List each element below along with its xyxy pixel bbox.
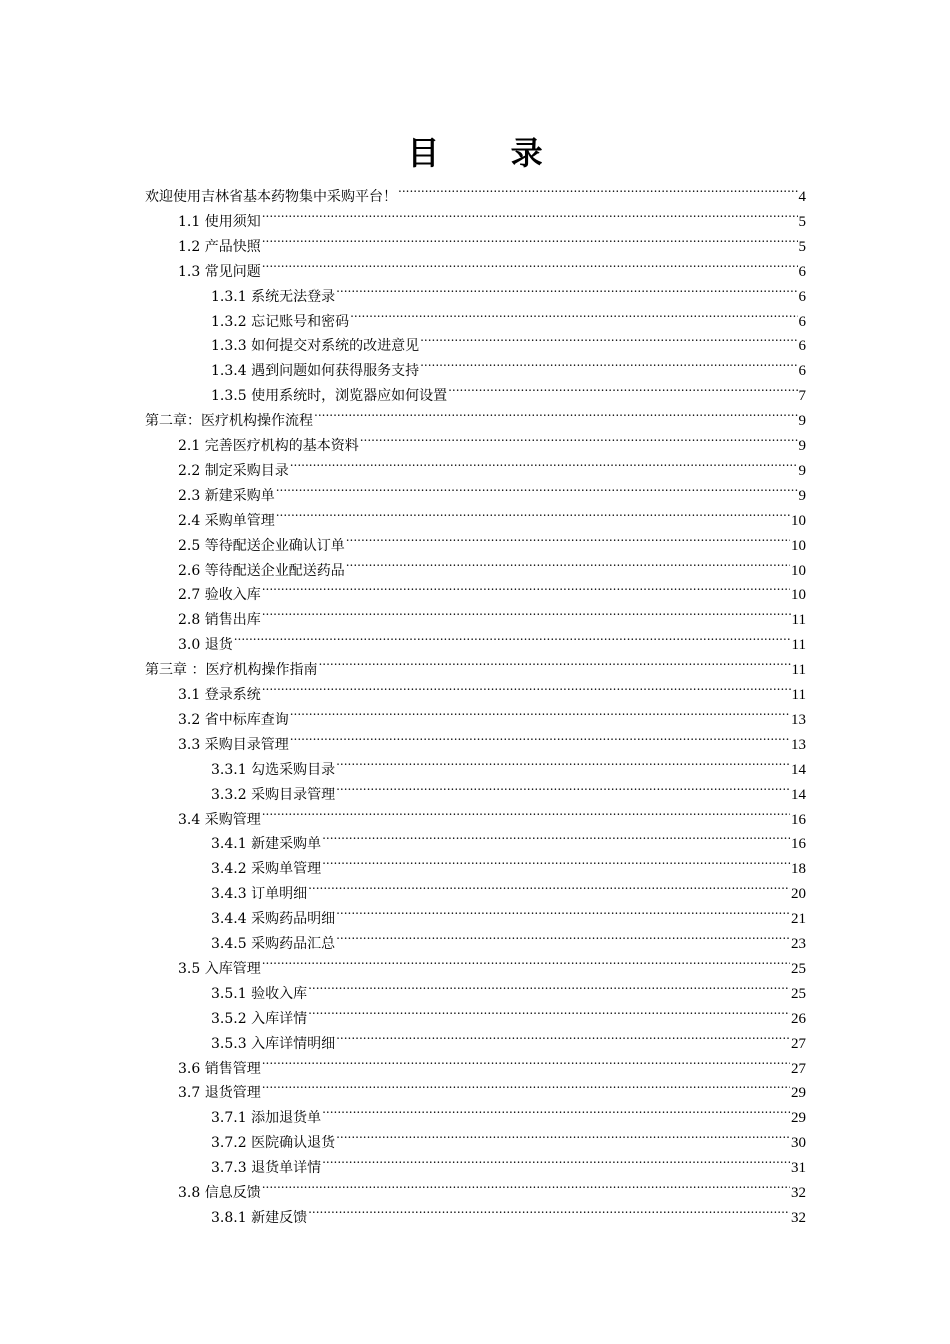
toc-entry-page-number: 6 (798, 313, 806, 330)
dot-leader (398, 176, 798, 201)
toc-entry-page-number: 9 (798, 487, 806, 504)
toc-entry[interactable] (211, 848, 806, 878)
toc-entry-page-number: 32 (791, 1209, 806, 1226)
toc-entry-page-number: 10 (791, 537, 806, 554)
toc-entry-label: 3.7 退货管理 (178, 1085, 261, 1102)
toc-entry-label: 3.4.5 采购药品汇总 (211, 936, 336, 952)
dot-leader (420, 350, 797, 375)
dot-leader (262, 251, 798, 276)
toc-entry-page-number: 4 (798, 189, 806, 205)
dot-leader (336, 1023, 790, 1048)
dot-leader (350, 301, 797, 326)
toc-entry-page-number: 10 (791, 512, 806, 529)
dot-leader (262, 674, 791, 699)
toc-entry-page-number: 6 (798, 363, 806, 380)
toc-entry[interactable] (211, 1197, 806, 1226)
toc-entry-label: 3.1 登录系统 (178, 687, 261, 703)
dot-leader (346, 550, 790, 575)
toc-entry-label: 1.1 使用须知 (178, 213, 261, 230)
toc-entry[interactable] (178, 226, 806, 255)
toc-entry[interactable] (211, 898, 806, 928)
dot-leader (322, 1097, 790, 1122)
toc-entry[interactable] (211, 873, 806, 903)
toc-entry-page-number: 13 (791, 711, 806, 728)
toc-entry-label: 3.0 退货 (178, 637, 233, 654)
toc-entry-page-number: 23 (791, 936, 806, 952)
dot-leader (262, 799, 790, 824)
toc-entry-label: 1.3 常见问题 (178, 263, 261, 280)
toc-entry[interactable] (145, 176, 806, 205)
toc-entry-label: 2.2 制定采购目录 (178, 462, 289, 479)
toc-entry[interactable] (211, 973, 806, 1002)
dot-leader (262, 574, 790, 599)
toc-entry-label: 3.4 采购管理 (178, 811, 261, 828)
toc-entry[interactable] (178, 500, 806, 529)
toc-entry-label: 2.7 验收入库 (178, 587, 261, 604)
dot-leader (262, 1048, 790, 1073)
toc-entry[interactable] (178, 599, 806, 629)
toc-entry[interactable] (178, 1072, 806, 1102)
toc-entry[interactable] (178, 425, 806, 454)
toc-entry-page-number: 31 (791, 1160, 806, 1177)
toc-entry-label: 1.2 产品快照 (178, 238, 261, 255)
toc-entry[interactable] (211, 1147, 806, 1177)
toc-entry[interactable] (178, 475, 806, 504)
toc-entry[interactable] (211, 749, 806, 778)
toc-entry[interactable] (178, 948, 806, 977)
toc-entry[interactable] (211, 923, 806, 952)
toc-entry-page-number: 11 (791, 637, 806, 654)
toc-entry[interactable] (178, 1172, 806, 1201)
toc-entry[interactable] (178, 450, 806, 479)
toc-entry[interactable] (178, 525, 806, 554)
toc-entry[interactable] (145, 649, 806, 679)
dot-leader (336, 749, 790, 774)
toc-entry-label: 3.4.4 采购药品明细 (211, 911, 336, 928)
toc-entry-page-number: 6 (798, 263, 806, 280)
dot-leader (322, 848, 790, 873)
toc-entry-label: 欢迎使用吉林省基本药物集中采购平台！ (145, 189, 397, 205)
dot-leader (308, 1197, 790, 1222)
toc-entry-label: 3.4.1 新建采购单 (211, 836, 322, 853)
toc-entry[interactable] (178, 624, 806, 654)
dot-leader (308, 873, 790, 898)
toc-entry[interactable] (211, 375, 806, 405)
toc-entry-label: 2.5 等待配送企业确认订单 (178, 537, 345, 554)
toc-entry[interactable] (178, 574, 806, 604)
toc-entry-page-number: 6 (798, 288, 806, 305)
toc-entry[interactable] (178, 201, 806, 230)
toc-entry-label: 3.7.1 添加退货单 (211, 1110, 322, 1127)
toc-entry-page-number: 26 (791, 1010, 806, 1027)
toc-entry-label: 3.4.3 订单明细 (211, 886, 308, 903)
toc-entry[interactable] (211, 276, 806, 305)
toc-entry[interactable] (178, 699, 806, 728)
toc-entry-label: 3.7.3 退货单详情 (211, 1160, 322, 1177)
dot-leader (276, 475, 798, 500)
toc-entry-label: 3.2 省中标库查询 (178, 711, 289, 728)
toc-entry-label: 3.5 入库管理 (178, 960, 261, 977)
toc-entry[interactable] (178, 251, 806, 280)
dot-leader (360, 425, 798, 450)
toc-entry[interactable] (211, 1023, 806, 1052)
toc-entry-page-number: 9 (798, 462, 806, 479)
toc-entry-label: 2.6 等待配送企业配送药品 (178, 562, 345, 579)
toc-entry-page-number: 32 (791, 1185, 806, 1201)
toc-entry-page-number: 18 (791, 861, 806, 878)
toc-entry-label: 2.4 采购单管理 (178, 512, 275, 529)
dot-leader (262, 226, 798, 251)
toc-entry-page-number: 29 (791, 1085, 806, 1102)
dot-leader (322, 823, 790, 848)
dot-leader (234, 624, 791, 649)
dot-leader (336, 898, 790, 923)
toc-entry-page-number: 5 (798, 213, 806, 230)
dot-leader (448, 375, 797, 400)
toc-entry-label: 3.5.1 验收入库 (211, 985, 308, 1002)
toc-entry-label: 1.3.5 使用系统时，浏览器应如何设置 (211, 388, 448, 405)
dot-leader (346, 525, 790, 550)
dot-leader (318, 649, 790, 674)
toc-entry-page-number: 14 (791, 761, 806, 778)
toc-entry-page-number: 9 (798, 438, 806, 454)
toc-entry-page-number: 10 (791, 562, 806, 579)
dot-leader (262, 1072, 790, 1097)
toc-entry-page-number: 27 (791, 1060, 806, 1077)
dot-leader (262, 201, 798, 226)
toc-entry-label: 3.6 销售管理 (178, 1060, 261, 1077)
toc-entry-label: 2.1 完善医疗机构的基本资料 (178, 438, 359, 454)
dot-leader (308, 998, 790, 1023)
toc-entry-label: 3.8.1 新建反馈 (211, 1209, 308, 1226)
toc-entry-page-number: 25 (791, 985, 806, 1002)
toc-entry-label: 1.3.1 系统无法登录 (211, 288, 336, 305)
toc-entry-label: 3.3.1 勾选采购目录 (211, 761, 336, 778)
toc-entry-label: 第三章 ：医疗机构操作指南 (145, 662, 318, 679)
toc-entry-page-number: 13 (791, 736, 806, 753)
toc-entry-page-number: 30 (791, 1135, 806, 1152)
toc-entry-label: 3.3 采购目录管理 (178, 736, 289, 753)
toc-entry[interactable] (211, 774, 806, 803)
toc-entry-label: 1.3.2 忘记账号和密码 (211, 313, 350, 330)
toc-entry[interactable] (145, 400, 806, 430)
toc-entry-label: 3.7.2 医院确认退货 (211, 1135, 336, 1152)
toc-entry[interactable] (211, 325, 806, 355)
dot-leader (420, 325, 797, 350)
toc-entry-label: 1.3.3 如何提交对系统的改进意见 (211, 338, 420, 355)
toc-entry-page-number: 10 (791, 587, 806, 604)
toc-entry-page-number: 6 (798, 338, 806, 355)
toc-entry[interactable] (211, 998, 806, 1027)
toc-entry[interactable] (211, 350, 806, 380)
page-title: 目 录 (407, 134, 573, 172)
toc-entry[interactable] (178, 1048, 806, 1077)
dot-leader (336, 276, 797, 301)
toc-entry-label: 3.4.2 采购单管理 (211, 861, 322, 878)
toc-entry-label: 1.3.4 遇到问题如何获得服务支持 (211, 363, 420, 380)
dot-leader (262, 1172, 790, 1197)
toc-entry-page-number: 7 (798, 388, 806, 405)
toc-entry-page-number: 21 (791, 911, 806, 928)
dot-leader (276, 500, 790, 525)
toc-entry-page-number: 11 (791, 687, 806, 703)
dot-leader (336, 923, 790, 948)
toc-entry-page-number: 20 (791, 886, 806, 903)
toc-entry-label: 2.3 新建采购单 (178, 487, 275, 504)
toc-entry[interactable] (178, 799, 806, 828)
toc-entry-page-number: 27 (791, 1035, 806, 1052)
dot-leader (290, 450, 798, 475)
toc-entry[interactable] (178, 550, 806, 579)
toc-entry-page-number: 25 (791, 960, 806, 977)
toc-entry-page-number: 16 (791, 811, 806, 828)
toc-entry-label: 3.3.2 采购目录管理 (211, 786, 336, 803)
toc-entry-page-number: 29 (791, 1110, 806, 1127)
toc-entry-page-number: 11 (791, 662, 806, 679)
dot-leader (336, 1122, 790, 1147)
dot-leader (314, 400, 798, 425)
dot-leader (322, 1147, 790, 1172)
dot-leader (290, 724, 790, 749)
toc-entry[interactable] (178, 724, 806, 753)
toc-entry[interactable] (211, 1097, 806, 1127)
toc-entry-page-number: 11 (791, 612, 806, 629)
dot-leader (290, 699, 790, 724)
toc-entry-label: 3.5.2 入库详情 (211, 1010, 308, 1027)
toc-entry[interactable] (211, 823, 806, 853)
dot-leader (308, 973, 790, 998)
toc-entry-label: 第二章：医疗机构操作流程 (145, 413, 313, 430)
dot-leader (262, 599, 791, 624)
toc-entry-page-number: 14 (791, 786, 806, 803)
toc-entry-page-number: 16 (791, 836, 806, 853)
toc-entry-label: 3.8 信息反馈 (178, 1185, 261, 1201)
toc-entry[interactable] (178, 674, 806, 703)
toc-entry-label: 2.8 销售出库 (178, 612, 261, 629)
toc-entry-page-number: 9 (798, 413, 806, 430)
toc-entry-page-number: 5 (798, 238, 806, 255)
toc-entry[interactable] (211, 1122, 806, 1152)
dot-leader (262, 948, 790, 973)
toc-entry[interactable] (211, 301, 806, 330)
dot-leader (336, 774, 790, 799)
toc-entry-label: 3.5.3 入库详情明细 (211, 1035, 336, 1052)
